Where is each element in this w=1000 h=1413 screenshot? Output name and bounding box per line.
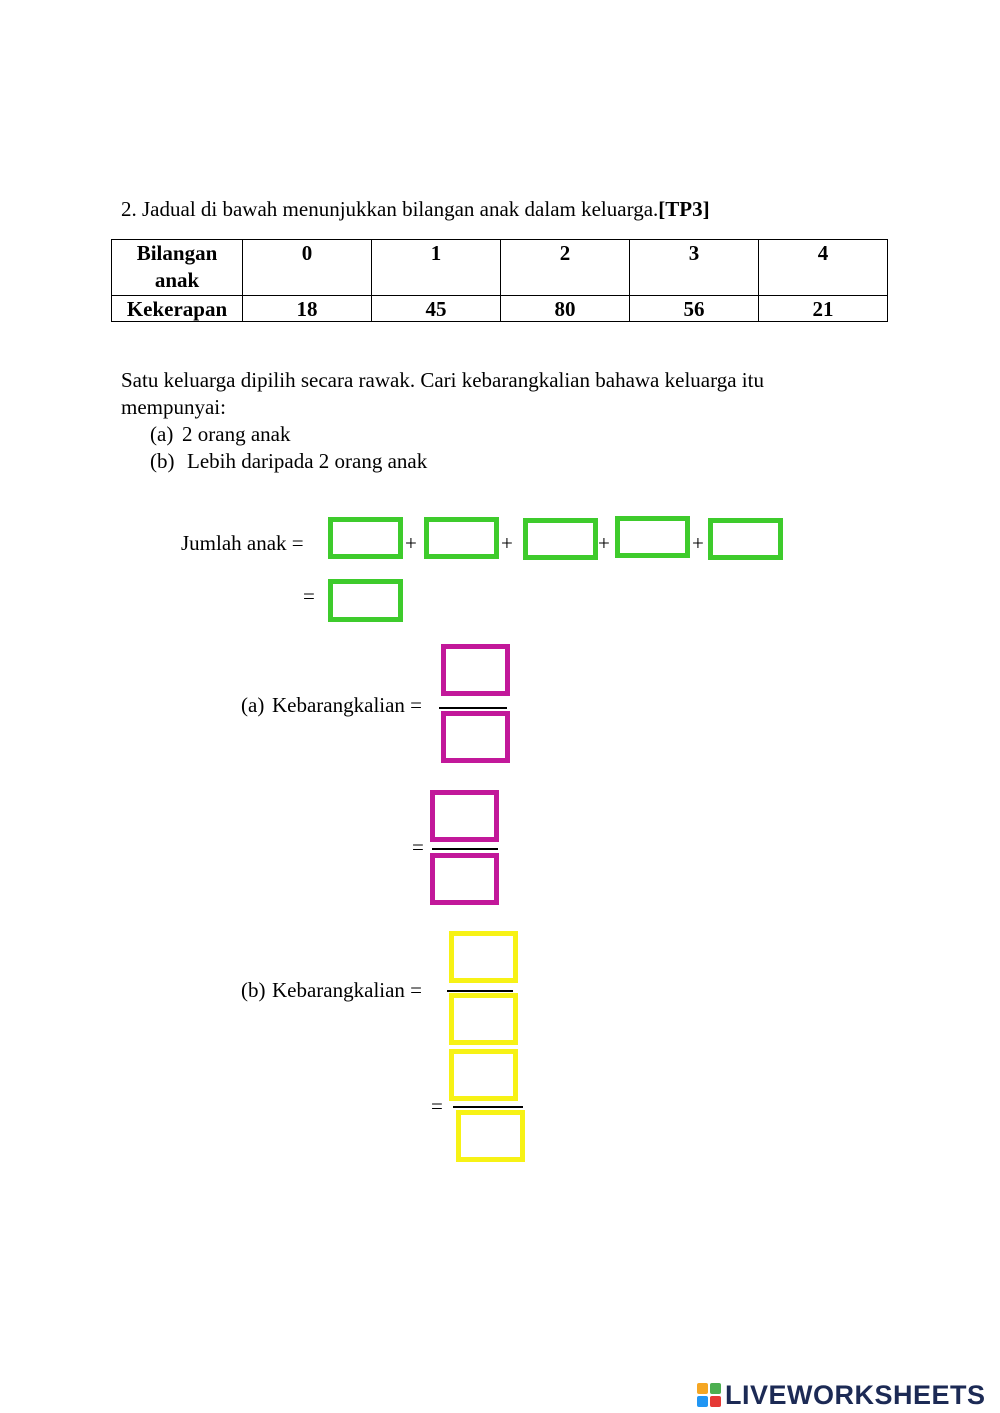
liveworksheets-brand <box>697 1380 986 1410</box>
liveworksheets-logo-icon <box>697 1383 721 1407</box>
brand-name: LIVEWORKSHEETS <box>725 1379 986 1410</box>
fraction-line <box>439 707 507 709</box>
prob-a-label: (a) <box>241 693 265 717</box>
total-term-4-input[interactable] <box>615 516 690 558</box>
prob-b-simplified-denominator-input[interactable] <box>456 1110 525 1162</box>
table-row-frequency <box>112 296 888 322</box>
plus-sign: + <box>501 531 513 555</box>
fraction-line <box>447 990 513 992</box>
equals-sign: = <box>431 1094 443 1118</box>
total-term-1-input[interactable] <box>328 517 403 559</box>
total-term-2-input[interactable] <box>424 517 499 559</box>
plus-sign: + <box>405 531 417 555</box>
row-header-children <box>112 240 243 296</box>
prob-b-numerator-input[interactable] <box>449 931 518 983</box>
equals-sign: = <box>303 584 315 608</box>
prob-a-simplified-denominator-input[interactable] <box>430 853 499 905</box>
total-term-5-input[interactable] <box>708 518 783 560</box>
prob-b-label: (b) <box>241 978 266 1002</box>
question-text: 2. Jadual di bawah menunjukkan bilangan anak dalam keluarga. <box>121 197 659 221</box>
frequency-cell: 56 <box>630 296 759 322</box>
frequency-cell: 80 <box>501 296 630 322</box>
prob-a-numerator-input[interactable] <box>441 644 510 696</box>
frequency-cell: 18 <box>243 296 372 322</box>
plus-sign: + <box>598 531 610 555</box>
equals-sign: = <box>412 835 424 859</box>
total-term-3-input[interactable] <box>523 518 598 560</box>
table-row-children <box>112 240 888 296</box>
prob-b-text: Kebarangkalian = <box>272 978 423 1002</box>
prob-b-denominator-input[interactable] <box>449 993 518 1045</box>
frequency-cell: 21 <box>759 296 888 322</box>
fraction-line <box>432 848 498 850</box>
row-header-line: Bilangan <box>136 241 218 265</box>
children-cell: 4 <box>759 240 888 296</box>
children-cell: 3 <box>630 240 759 296</box>
plus-sign: + <box>692 531 704 555</box>
prob-b-simplified-numerator-input[interactable] <box>449 1049 518 1101</box>
question-tag: [TP3] <box>658 197 710 221</box>
prompt-line-2: mempunyai: <box>121 395 226 419</box>
part-a-label: (a) <box>150 422 174 446</box>
prob-a-denominator-input[interactable] <box>441 711 510 763</box>
part-a-text: 2 orang anak <box>182 422 291 446</box>
prompt-line-1: Satu keluarga dipilih secara rawak. Cari kebarangkalian bahawa keluarga itu <box>121 368 764 392</box>
row-header-line: anak <box>154 268 200 292</box>
frequency-cell: 45 <box>372 296 501 322</box>
children-cell: 1 <box>372 240 501 296</box>
prob-a-simplified-numerator-input[interactable] <box>430 790 499 842</box>
row-header-frequency: Kekerapan <box>112 296 243 322</box>
total-label: Jumlah anak = <box>181 531 304 555</box>
question-title <box>121 196 710 223</box>
children-cell: 2 <box>501 240 630 296</box>
part-b-text: Lebih daripada 2 orang anak <box>187 449 428 473</box>
part-b-label: (b) <box>150 449 175 473</box>
frequency-table <box>111 239 888 322</box>
children-cell: 0 <box>243 240 372 296</box>
total-sum-input[interactable] <box>328 579 403 622</box>
fraction-line <box>453 1106 523 1108</box>
prob-a-text: Kebarangkalian = <box>272 693 423 717</box>
